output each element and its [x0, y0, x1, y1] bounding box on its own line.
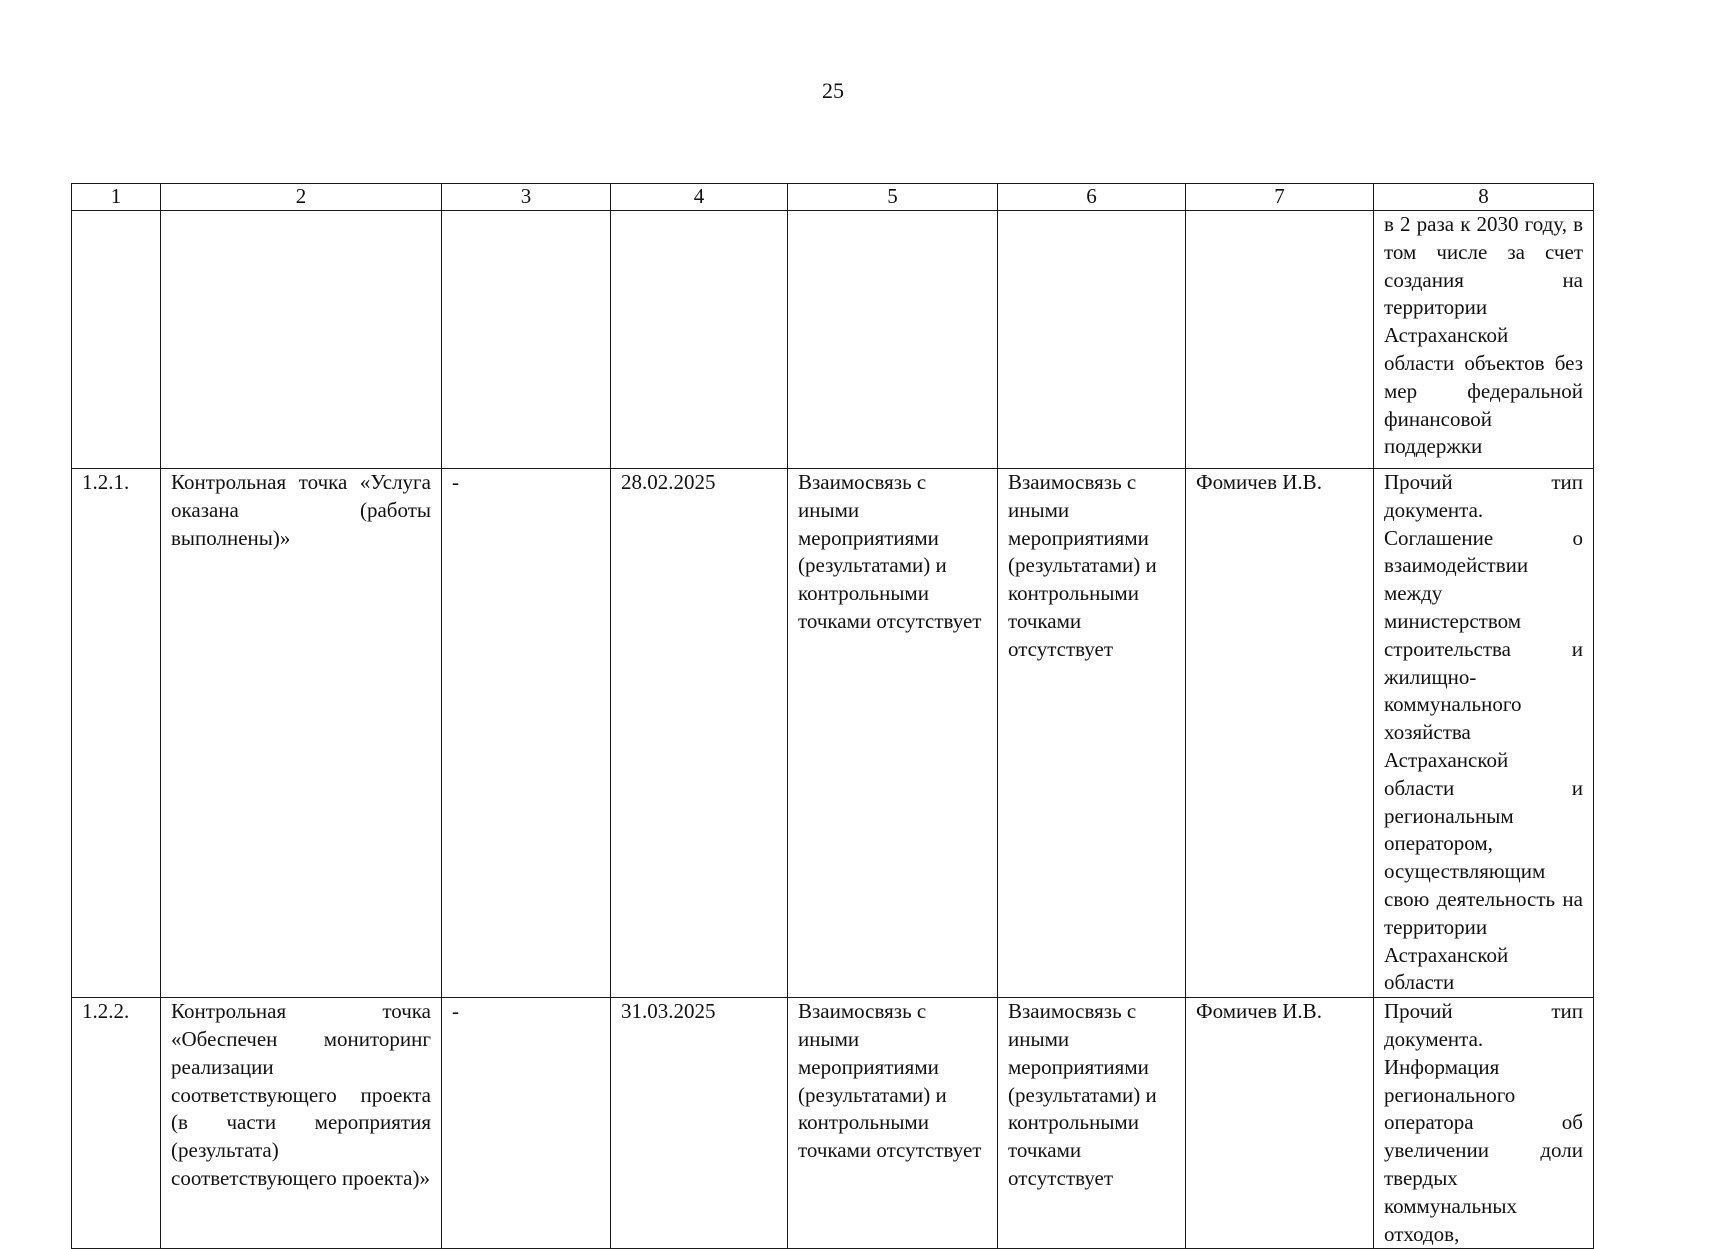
column-header-6: 6 [998, 184, 1186, 211]
cell-continuation-text: в 2 раза к 2030 году, в том числе за счет создания на территории Астраханской области объектов без мер федеральной финансовой поддержки [1374, 211, 1594, 469]
cell-empty [611, 211, 788, 469]
cell-relation-6: Взаимосвязь с иными мероприятиями (результатами) и контрольными точками отсутствует [998, 998, 1186, 1249]
table-row [72, 998, 1594, 1249]
column-header-5: 5 [788, 184, 998, 211]
page-number: 25 [822, 78, 844, 103]
cell-code: 1.2.1. [72, 469, 161, 998]
cell-code: 1.2.2. [72, 998, 161, 1249]
cell-col3: - [442, 469, 611, 998]
column-header-4: 4 [611, 184, 788, 211]
cell-responsible: Фомичев И.В. [1186, 998, 1374, 1249]
cell-name: Контрольная точка «Услуга оказана (работы выполнены)» [161, 469, 442, 998]
cell-empty [788, 211, 998, 469]
cell-date: 28.02.2025 [611, 469, 788, 998]
column-header-7: 7 [1186, 184, 1374, 211]
cell-empty [72, 211, 161, 469]
table-row-continuation [72, 211, 1594, 469]
cell-document: Прочий тип документа. Информация регионального оператора об увеличении доли твердых коммунальных отходов, [1374, 998, 1594, 1249]
cell-empty [442, 211, 611, 469]
cell-relation-5: Взаимосвязь с иными мероприятиями (результатами) и контрольными точками отсутствует [788, 469, 998, 998]
column-header-2: 2 [161, 184, 442, 211]
cell-relation-6: Взаимосвязь с иными мероприятиями (результатами) и контрольными точками отсутствует [998, 469, 1186, 998]
cell-responsible: Фомичев И.В. [1186, 469, 1374, 998]
column-header-3: 3 [442, 184, 611, 211]
cell-empty [1186, 211, 1374, 469]
cell-document: Прочий тип документа. Соглашение о взаимодействии между министерством строительства и жилищно-коммунального хозяйства Астраханской области и региональным оператором, осуществляющим свою деятельность на территории Астраханской области [1374, 469, 1594, 998]
column-header-1: 1 [72, 184, 161, 211]
table-header-row [72, 184, 1594, 211]
cell-empty [161, 211, 442, 469]
cell-name: Контрольная точка «Обеспечен мониторинг реализации соответствующего проекта (в части мероприятия (результата) соответствующего проекта)» [161, 998, 442, 1249]
cell-date: 31.03.2025 [611, 998, 788, 1249]
cell-empty [998, 211, 1186, 469]
plan-table [71, 183, 1594, 1249]
cell-col3: - [442, 998, 611, 1249]
cell-relation-5: Взаимосвязь с иными мероприятиями (результатами) и контрольными точками отсутствует [788, 998, 998, 1249]
column-header-8: 8 [1374, 184, 1594, 211]
table-row [72, 469, 1594, 998]
